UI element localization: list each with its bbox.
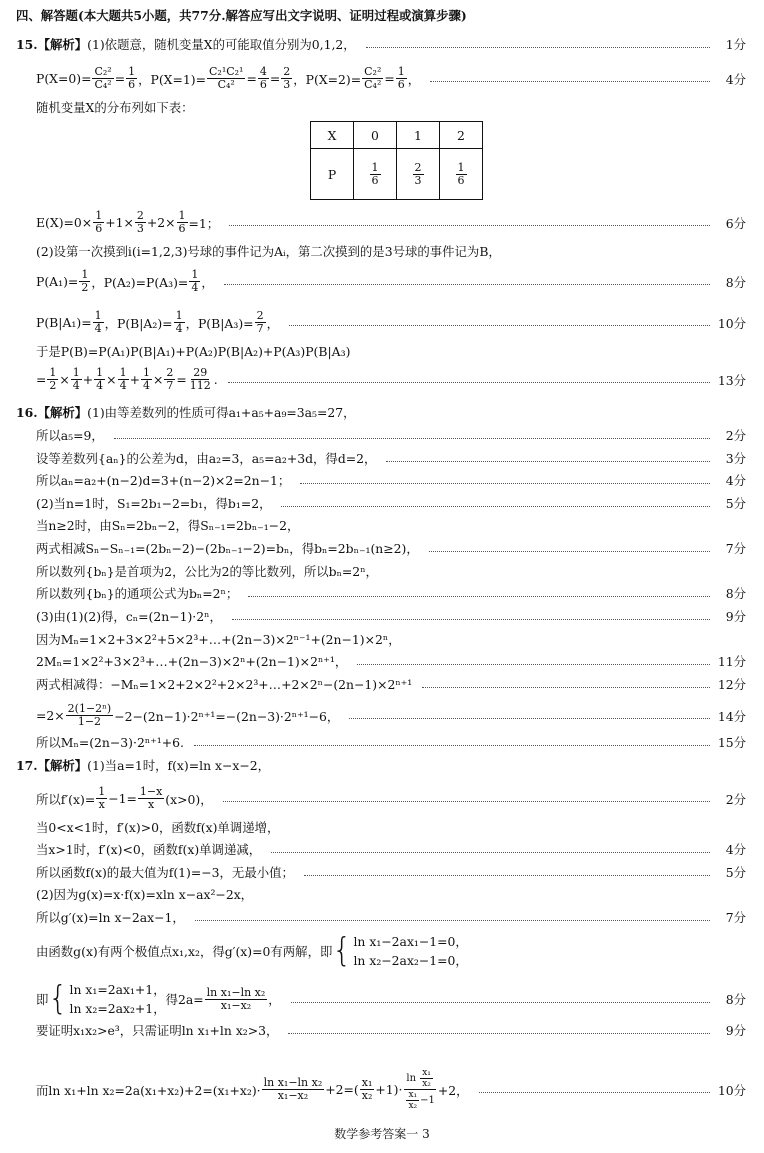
q15-line-5: (2)设第一次摸到i(i=1,2,3)号球的事件记为Aᵢ，第二次摸到的是3号球的事件记为B， <box>36 244 501 259</box>
equation-system: { ln x₁−2ax₁−1=0， ln x₂−2ax₂−1=0， <box>332 931 468 970</box>
q15-line-7: P(B|A₁)= $\frac{1}{4}$ ，P(B|A₂)= $\frac{1}{4}$ ，P(B|A₃)= $\frac{2}{7}$ ， 10分 <box>36 309 746 335</box>
q16-line-2: 所以a₅=9， 2分 <box>36 428 746 443</box>
fraction: $\frac{\text{C₂¹C₂¹}}{\text{C₄²}}$ <box>209 65 244 91</box>
q15-line-2: P(X=0)= $\frac{\text{C₂²}}{\text{C₄²}}$ = $\frac{1}{6}$ ，P(X=1)= $\frac{\text{C₂¹C₂¹}}{\text{C₄²}}$ = $\frac{4}{6}$ = $\frac{2}{3}$ ，P(X=2)= $\frac{\text{C₂²}}{\text{C₄²}}$ = $\frac{1}{6}$ ， 4分 <box>36 65 746 91</box>
q17-line-3: 当0<x<1时，f′(x)>0，函数f(x)单调递增， <box>36 820 280 835</box>
leader-dots <box>366 47 710 48</box>
fraction: $\frac{1}{6}$ <box>397 65 405 91</box>
table-row: P $\frac{1}{6}$ $\frac{2}{3}$ $\frac{1}{6}$ <box>311 149 483 200</box>
q15-tag: 【解析】 <box>37 37 88 52</box>
q17-line-11: 而ln x₁+ln x₂=2a(x₁+x₂)+2=(x₁+x₂)· $\frac{\text{ln x₁−ln x₂}}{\text{x₁−x₂}}$ +2= ( $\frac{\text{x₁}}{\text{x₂}}$ +1 ) · ln $\frac{\text{x₁}}{\text{x₂}}$ $\frac{\text{x₁}}{\text{x₂}}$ −1 +2， 10分 <box>36 1068 746 1111</box>
q16-line-3: 设等差数列{aₙ}的公差为d，由a₂=3，a₅=a₂+3d，得d=2， 3分 <box>36 451 746 466</box>
score: 9分 <box>725 609 746 624</box>
score: 9分 <box>725 1023 746 1038</box>
fraction: $\frac{1}{6}$ <box>128 65 136 91</box>
q17-line-2: 所以f′(x)= $\frac{1}{x}$ −1= $\frac{1-x}{x}$ (x>0)， 2分 <box>36 785 746 811</box>
leader-dots <box>430 81 710 82</box>
q17-line-8: 由函数g(x)有两个极值点x₁,x₂，得g′(x)=0有两解，即 { ln x₁−2ax₁−1=0， ln x₂−2ax₂−1=0， <box>36 931 468 970</box>
q16-line-1: 16. 【解析】 (1)由等差数列的性质可得a₁+a₅+a₉=3a₅=27， <box>16 404 356 420</box>
q16-line-13: 两式相减得：−Mₙ=1×2+2×2²+2×2³+…+2×2ⁿ−(2n−1)×2ⁿ⁺¹ 12分 <box>36 677 746 692</box>
score: 1分 <box>725 37 746 52</box>
q16-line-15: 所以Mₙ=(2n−3)·2ⁿ⁺¹+6. 15分 <box>36 735 746 750</box>
score: 15分 <box>717 735 746 750</box>
q17-line-10: 要证明x₁x₂>e³，只需证明ln x₁+ln x₂>3， 9分 <box>36 1023 746 1038</box>
score: 4分 <box>725 842 746 857</box>
score: 5分 <box>725 496 746 511</box>
q17-tag: 【解析】 <box>37 758 88 773</box>
q16-line-12: 2Mₙ=1×2²+3×2³+…+(2n−3)×2ⁿ+(2n−1)×2ⁿ⁺¹， 11分 <box>36 654 746 669</box>
q15-line-9: = $\frac{1}{2}$ × $\frac{1}{4}$ + $\frac{1}{4}$ × $\frac{1}{4}$ + $\frac{1}{4}$ × $\frac{2}{7}$ = $\frac{29}{112}$ . 13分 <box>36 366 746 392</box>
q16-line-5: (2)当n=1时，S₁=2b₁−2=b₁，得b₁=2， 5分 <box>36 496 746 511</box>
q15-line-1: 15. 【解析】 (1)依题意，随机变量X的可能取值分别为0,1,2， 1分 <box>16 36 746 52</box>
table-row: X 0 1 2 <box>311 122 483 149</box>
page-footer: 数学参考答案一 3 <box>334 1127 430 1141</box>
score: 7分 <box>725 541 746 556</box>
table-header-x: X <box>311 122 354 149</box>
q16-line-11: 因为Mₙ=1×2+3×2²+5×2³+…+(2n−3)×2ⁿ⁻¹+(2n−1)×2ⁿ， <box>36 632 401 647</box>
score: 7分 <box>725 910 746 925</box>
score: 2分 <box>725 428 746 443</box>
section-title: 四、解答题(本大题共5小题，共77分.解答应写出文字说明、证明过程或演算步骤) <box>16 8 467 23</box>
q17-line-4: 当x>1时，f′(x)<0，函数f(x)单调递减， 4分 <box>36 842 746 857</box>
score: 14分 <box>717 708 746 724</box>
q15-line-4: E(X)=0× $\frac{1}{6}$ +1× $\frac{2}{3}$ +2× $\frac{1}{6}$ =1； 6分 <box>36 209 746 235</box>
score: 10分 <box>717 315 746 331</box>
score: 3分 <box>725 451 746 466</box>
score: 13分 <box>717 372 746 388</box>
fraction: $\frac{2}{3}$ <box>283 65 291 91</box>
score: 11分 <box>717 654 746 669</box>
score: 10分 <box>717 1082 746 1098</box>
distribution-table <box>310 121 483 200</box>
table-header-p: P <box>311 149 354 200</box>
q16-line-10: (3)由(1)(2)得，cₙ=(2n−1)·2ⁿ， 9分 <box>36 609 746 624</box>
q15-line-8: 于是P(B)=P(A₁)P(B|A₁)+P(A₂)P(B|A₂)+P(A₃)P(B|A₃) <box>36 344 351 359</box>
q16-line-14: =2× $\frac{\text{2(1−2ⁿ)}}{1-2}$ −2−(2n−1)·2ⁿ⁺¹=−(2n−3)·2ⁿ⁺¹−6， 14分 <box>36 702 746 728</box>
q17-line-6: (2)因为g(x)=x·f(x)=xln x−ax²−2x， <box>36 887 254 902</box>
q16-number: 16. <box>16 404 38 420</box>
score: 12分 <box>717 677 746 692</box>
fraction: $\frac{\text{C₂²}}{\text{C₄²}}$ <box>94 65 112 91</box>
score: 2分 <box>725 791 746 807</box>
fraction: $\frac{\text{C₂²}}{\text{C₄²}}$ <box>364 65 382 91</box>
score: 8分 <box>725 586 746 601</box>
score: 8分 <box>725 274 746 290</box>
score: 4分 <box>725 71 746 87</box>
q16-line-6: 当n≥2时，由Sₙ=2bₙ−2，得Sₙ₋₁=2bₙ₋₁−2， <box>36 518 300 533</box>
score: 6分 <box>725 215 746 231</box>
q17-line-7: 所以g′(x)=ln x−2ax−1， 7分 <box>36 910 746 925</box>
score: 4分 <box>725 473 746 488</box>
q15-line-3: 随机变量X的分布列如下表： <box>36 100 194 115</box>
q17-number: 17. <box>16 757 38 773</box>
q17-line-1: 17. 【解析】 (1)当a=1时，f(x)=ln x−x−2， <box>16 757 271 773</box>
equation-system: { ln x₁=2ax₁+1， ln x₂=2ax₂+1， <box>48 979 166 1018</box>
q15-number: 15. <box>16 36 38 52</box>
q15-line-6: P(A₁)= $\frac{1}{2}$ ，P(A₂)=P(A₃)= $\frac{1}{4}$ ， 8分 <box>36 268 746 294</box>
score: 8分 <box>725 992 746 1007</box>
q16-line-4: 所以aₙ=a₂+(n−2)d=3+(n−2)×2=2n−1； 4分 <box>36 473 746 488</box>
q16-line-9: 所以数列{bₙ}的通项公式为bₙ=2ⁿ； 8分 <box>36 586 746 601</box>
q17-line-9: 即 { ln x₁=2ax₁+1， ln x₂=2ax₂+1， 得2a= $\frac{\text{ln x₁−ln x₂}}{\text{x₁−x₂}}$ ， 8分 <box>36 979 746 1018</box>
q16-tag: 【解析】 <box>37 405 88 420</box>
q16-line-8: 所以数列{bₙ}是首项为2，公比为2的等比数列，所以bₙ=2ⁿ， <box>36 564 378 579</box>
fraction: $\frac{4}{6}$ <box>259 65 267 91</box>
score: 5分 <box>725 865 746 880</box>
q16-line-7: 两式相减Sₙ−Sₙ₋₁=(2bₙ−2)−(2bₙ₋₁−2)=bₙ，得bₙ=2bₙ₋₁(n≥2)， 7分 <box>36 541 746 556</box>
q17-line-5: 所以函数f(x)的最大值为f(1)=−3，无最小值； 5分 <box>36 865 746 880</box>
